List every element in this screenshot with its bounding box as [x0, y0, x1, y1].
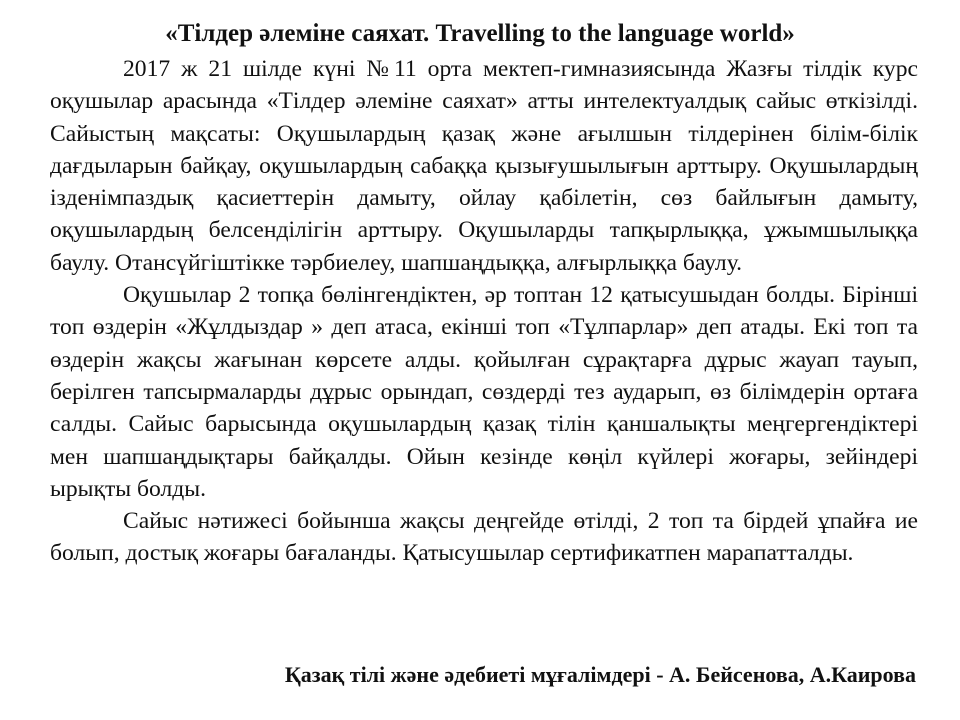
document-title: «Тілдер әлеміне саяхат. Travelling to the language world»: [165, 20, 795, 47]
document-body: [50, 53, 918, 570]
paragraph-1: 2017 ж 21 шілде күні №11 орта мектеп-гимназиясында Жазғы тілдік курс оқушылар арасында «Тілдер әлеміне саяхат» атты интелектуалдық сайыс өткізілді. Сайыстың мақсаты: Оқушылардың қазақ және ағылшын тілдерінен білім-білік дағдыларын байқау, оқушылардың сабаққа қызығушылығын арттыру. Оқушылардың ізденімпаздық қасиеттерін дамыту, ойлау қабілетін, сөз байлығын дамыту, оқушылардың белсенділігін арттыру. Оқушыларды тапқырлыққа, ұжымшылыққа баулу. Отансүйгіштікке тәрбиелеу, шапшаңдыққа, алғырлыққа баулу.: [50, 56, 918, 276]
paragraph-2: Оқушылар 2 топқа бөлінгендіктен, әр топтан 12 қатысушыдан болды. Бірінші топ өздерін «Жұлдыздар » деп атаса, екінші топ «Тұлпарлар» деп атады. Екі топ та өздерін жақсы жағынан көрсете алды. қойылған сұрақтарға дұрыс жауап тауып, берілген тапсырмаларды дұрыс орындап, сөздерді тез аударып, өз білімдерін ортаға салды. Сайыс барысында оқушылардың қазақ тілін қаншалықты меңгергендіктері мен шапшаңдықтары байқалды. Ойын кезінде көңіл күйлері жоғары, зейіндері ырықты болды.: [50, 282, 918, 502]
paragraph-3: Сайыс нәтижесі бойынша жақсы деңгейде өтілді, 2 топ та бірдей ұпайға ие болып, достық жоғары бағаланды. Қатысушылар сертификатпен марапатталды.: [50, 508, 918, 567]
signature-line: Қазақ тілі және әдебиеті мұғалімдері - А. Бейсенова, А.Каирова: [284, 662, 916, 687]
